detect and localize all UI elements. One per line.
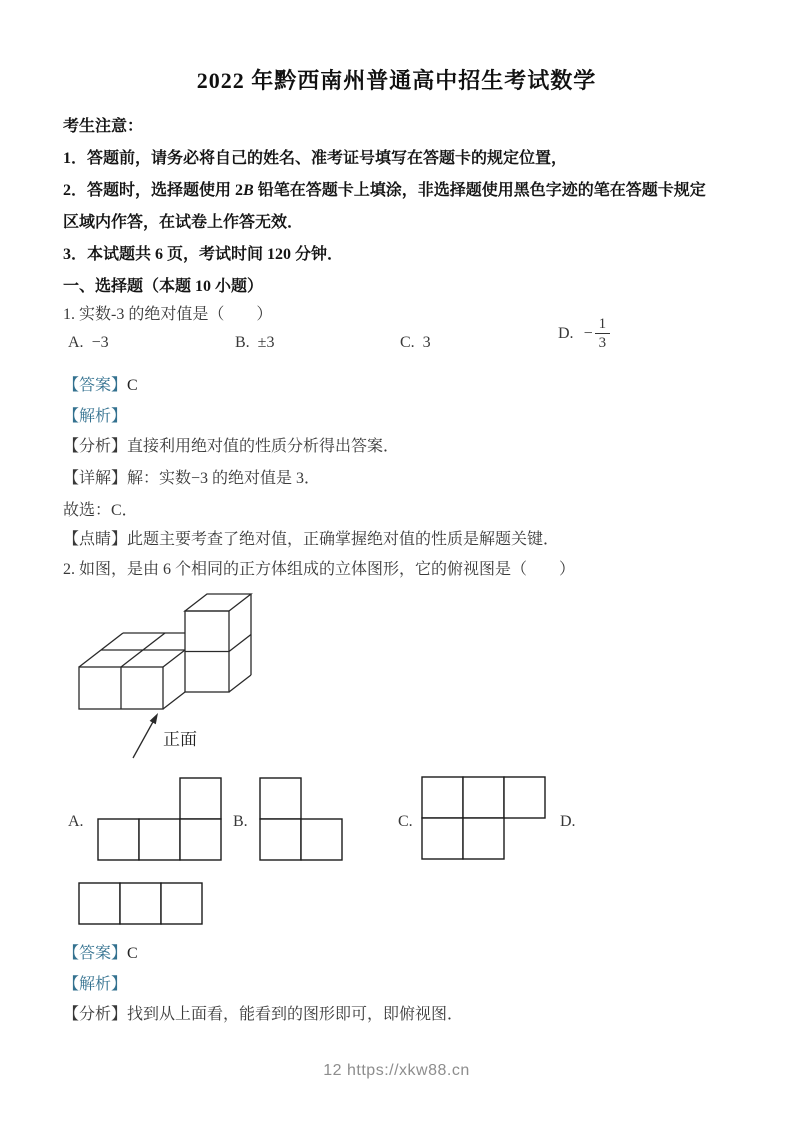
q1-guxuan: 故选：C． bbox=[63, 502, 138, 519]
q1-xiangjie: 【详解】解：实数−3 的绝对值是 3． bbox=[63, 470, 321, 487]
q1-option-a-text: −3 bbox=[91, 334, 109, 351]
notice-item-2-wrap: 区域内作答，在试卷上作答无效． bbox=[63, 214, 304, 231]
q1-analysis-label: 【解析】 bbox=[63, 408, 128, 425]
q1-option-d-denominator: 3 bbox=[598, 335, 607, 351]
q1-option-b bbox=[235, 333, 274, 353]
q2-option-d-figure bbox=[78, 881, 204, 926]
q1-option-c bbox=[400, 333, 431, 353]
notice-item-2-post: 铅笔在答题卡上填涂，非选择题使用黑色字迹的笔在答题卡规定 bbox=[253, 182, 706, 199]
q2-answer-line bbox=[63, 944, 138, 964]
notice-heading: 考生注意： bbox=[63, 118, 144, 135]
section-1-heading: 一、选择题（本题 10 小题） bbox=[63, 278, 264, 295]
q1-answer-line bbox=[63, 376, 138, 396]
q1-option-d-label: D. bbox=[558, 324, 574, 342]
q2-option-d-label: D. bbox=[560, 813, 576, 830]
q2-analysis-label: 【解析】 bbox=[63, 976, 128, 993]
notice-item-3: 3．本试题共 6 页，考试时间 120 分钟． bbox=[63, 246, 344, 263]
q1-dianjing: 【点睛】此题主要考查了绝对值，正确掌握绝对值的性质是解题关键． bbox=[63, 531, 560, 548]
page-title: 2022 年黔西南州普通高中招生考试数学 bbox=[196, 68, 597, 93]
q1-fenxi: 【分析】直接利用绝对值的性质分析得出答案． bbox=[63, 438, 400, 455]
q2-option-b-figure bbox=[259, 776, 344, 862]
q1-answer-label: 【答案】 bbox=[63, 377, 128, 394]
q2-option-a-figure bbox=[97, 776, 223, 862]
q1-option-c-text: 3 bbox=[422, 334, 431, 351]
notice-item-1: 1．答题前，请务必将自己的姓名、准考证号填写在答题卡的规定位置， bbox=[63, 150, 568, 167]
q1-option-d-minus: − bbox=[583, 324, 593, 342]
q1-option-d bbox=[558, 315, 610, 352]
q2-fenxi: 【分析】找到从上面看，能看到的图形即可，即俯视图． bbox=[63, 1006, 464, 1023]
q2-option-c-figure bbox=[421, 775, 547, 861]
q1-stem: 1. 实数-3 的绝对值是（ ） bbox=[63, 306, 273, 323]
q1-option-d-fraction bbox=[595, 315, 611, 352]
q2-stem: 2. 如图，是由 6 个相同的正方体组成的立体图形，它的俯视图是（ ） bbox=[63, 561, 576, 578]
q1-option-a-label: A. bbox=[68, 334, 84, 351]
q1-answer-value: C bbox=[127, 377, 138, 394]
q2-option-a-label: A. bbox=[68, 813, 84, 830]
notice-item-2-italic-b: B bbox=[243, 182, 254, 199]
front-label: 正面 bbox=[163, 730, 197, 749]
q2-answer-value: C bbox=[127, 945, 138, 962]
front-direction-arrow bbox=[133, 720, 154, 758]
arrow-head bbox=[150, 713, 158, 724]
q1-option-b-label: B. bbox=[235, 334, 250, 351]
notice-item-2-pre: 2．答题时，选择题使用 2 bbox=[63, 182, 244, 199]
page-footer-url: 12 https://xkw88.cn bbox=[323, 1062, 470, 1079]
notice-item-2 bbox=[63, 181, 706, 201]
q2-option-b-label: B. bbox=[233, 813, 248, 830]
q2-answer-label: 【答案】 bbox=[63, 945, 128, 962]
q1-option-d-numerator: 1 bbox=[595, 315, 611, 334]
q2-option-c-label: C. bbox=[398, 813, 413, 830]
q2-cube-solid-figure bbox=[70, 592, 270, 770]
q1-option-b-text: ±3 bbox=[257, 334, 275, 351]
q1-option-a bbox=[68, 333, 109, 353]
q1-option-c-label: C. bbox=[400, 334, 415, 351]
